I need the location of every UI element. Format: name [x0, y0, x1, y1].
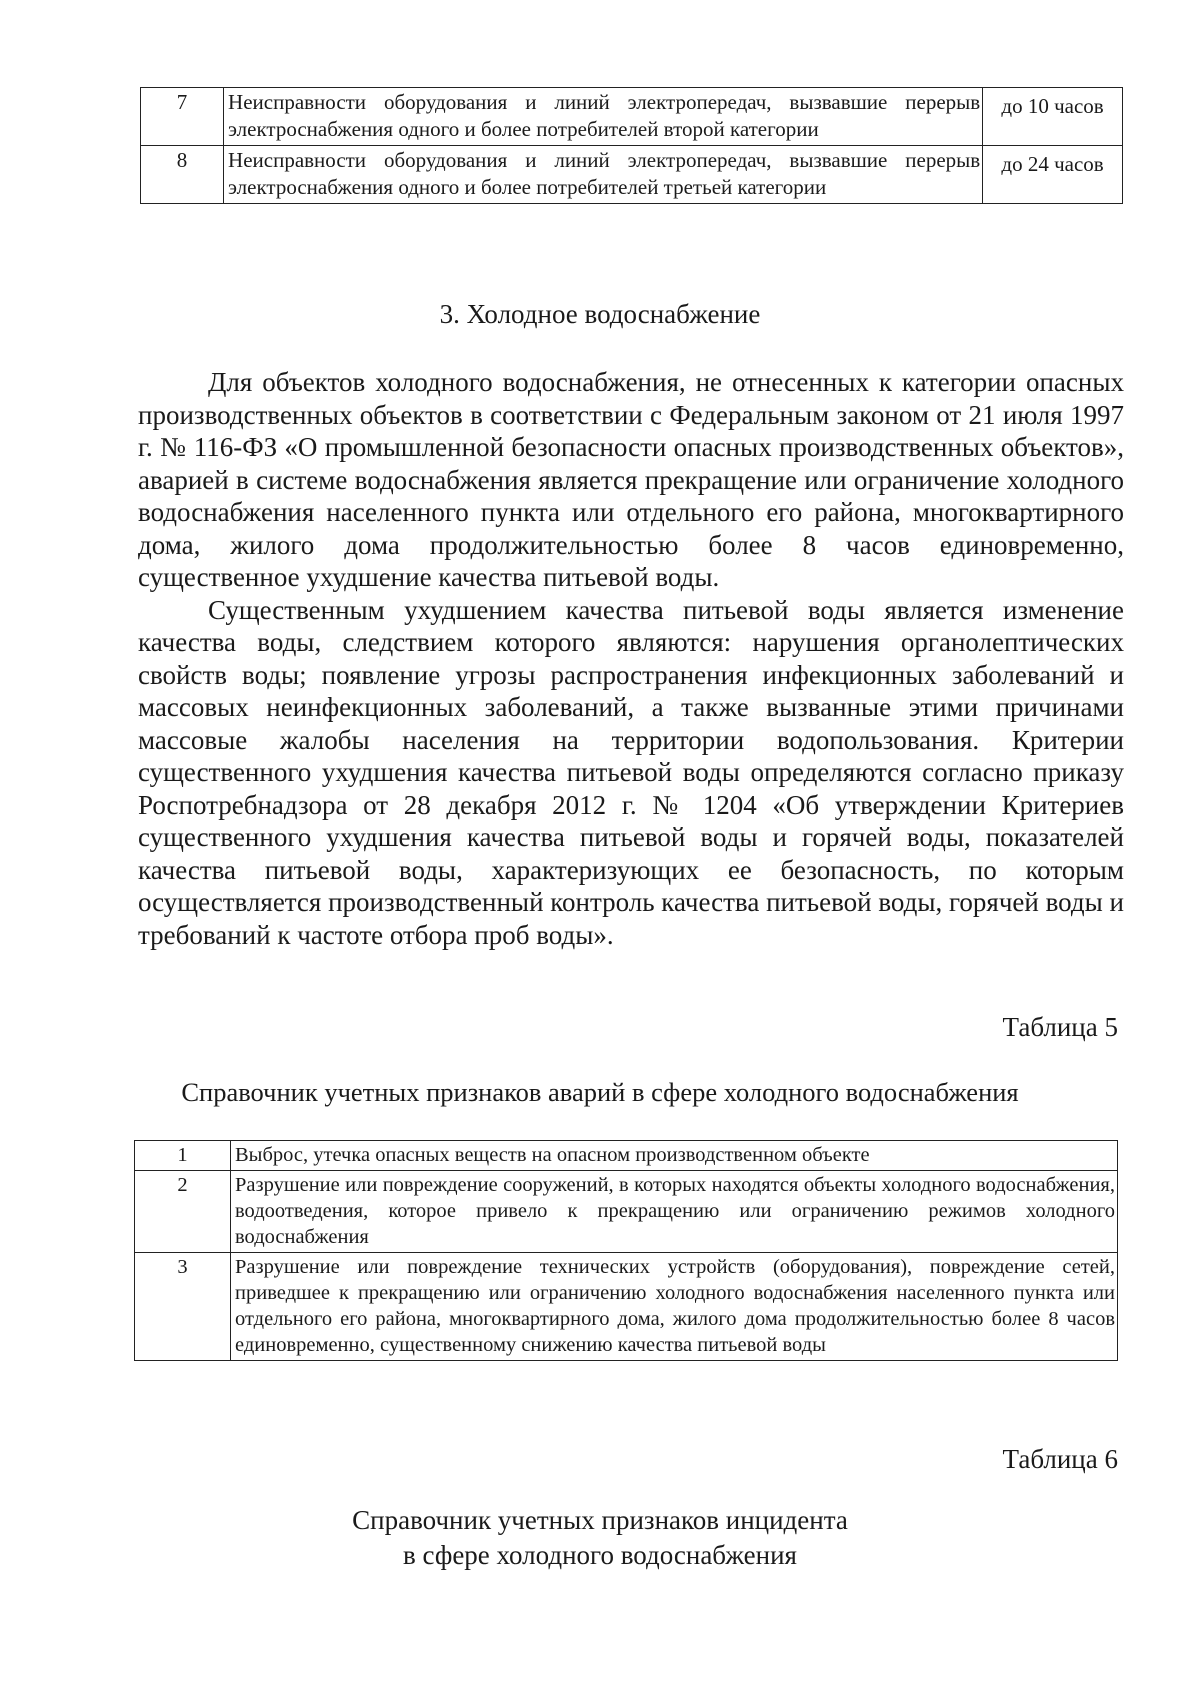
row-number: 7: [141, 88, 224, 146]
section-heading: 3. Холодное водоснабжение: [439, 299, 761, 329]
table-row: [141, 88, 1123, 146]
row-number: 2: [135, 1171, 231, 1253]
paragraph: Существенным ухудшением качества питьевой воды является изменение качества воды, следствием которого являются: нарушения органолептических свойств воды; появление угрозы распространения инфекционных заболеваний и массовых неинфекционных заболеваний, а также вызванные этими причинами массовые жалобы населения на территории водопользования. Критерии существенного ухудшения качества питьевой воды определяются согласно приказу Роспотребнадзора от 28 декабря 2012 г. № 1204 «Об утверждении Критериев существенного ухудшения качества питьевой воды и горячей воды, показателей качества питьевой воды, характеризующих ее безопасность, по которым осуществляется производственный контроль качества питьевой воды, горячей воды и требований к частоте отбора проб воды».: [138, 594, 1124, 950]
table-4-continuation: [140, 87, 1123, 204]
row-time-limit: до 24 часов: [983, 146, 1123, 204]
row-description: Неисправности оборудования и линий электропередач, вызвавшие перерыв электроснабжения одного и более потребителей второй категории: [224, 88, 983, 146]
table-6-title-line-1: Справочник учетных признаков инцидента: [352, 1505, 848, 1535]
paragraph: Для объектов холодного водоснабжения, не отнесенных к категории опасных производственных объектов в соответствии с Федеральным законом от 21 июля 1997 г. № 116-ФЗ «О промышленной безопасности опасных производственных объектов», аварией в системе водоснабжения является прекращение или ограничение холодного водоснабжения населенного пункта или отдельного его района, многоквартирного дома, жилого дома продолжительностью более 8 часов единовременно, существенное ухудшение качества питьевой воды.: [138, 367, 1124, 592]
table-6-label: Таблица 6: [1002, 1444, 1118, 1474]
table-row: [135, 1253, 1118, 1361]
row-description: Разрушение или повреждение технических устройств (оборудования), повреждение сетей, приведшее к прекращению или ограничению холодного водоснабжения населенного пункта или отдельного его района, многоквартирного дома, жилого дома продолжительностью более 8 часов единовременно, существенному снижению качества питьевой воды: [231, 1253, 1118, 1361]
row-description: Выброс, утечка опасных веществ на опасном производственном объекте: [231, 1141, 1118, 1171]
table-row: [135, 1171, 1118, 1253]
row-number: 8: [141, 146, 224, 204]
table-5-label: Таблица 5: [1002, 1012, 1118, 1042]
row-time-limit: до 10 часов: [983, 88, 1123, 146]
section-body: [138, 366, 1124, 951]
table-row: [135, 1141, 1118, 1171]
row-description: Разрушение или повреждение сооружений, в которых находятся объекты холодного водоснабжения, водоотведения, которое привело к прекращению или ограничению режимов холодного водоснабжения: [231, 1171, 1118, 1253]
table-row: [141, 146, 1123, 204]
row-description: Неисправности оборудования и линий электропередач, вызвавшие перерыв электроснабжения одного и более потребителей третьей категории: [224, 146, 983, 204]
row-number: 1: [135, 1141, 231, 1171]
table-5: [134, 1140, 1118, 1361]
row-number: 3: [135, 1253, 231, 1361]
table-5-title: Справочник учетных признаков аварий в сфере холодного водоснабжения: [181, 1077, 1019, 1107]
table-6-title-line-2: в сфере холодного водоснабжения: [403, 1540, 797, 1570]
